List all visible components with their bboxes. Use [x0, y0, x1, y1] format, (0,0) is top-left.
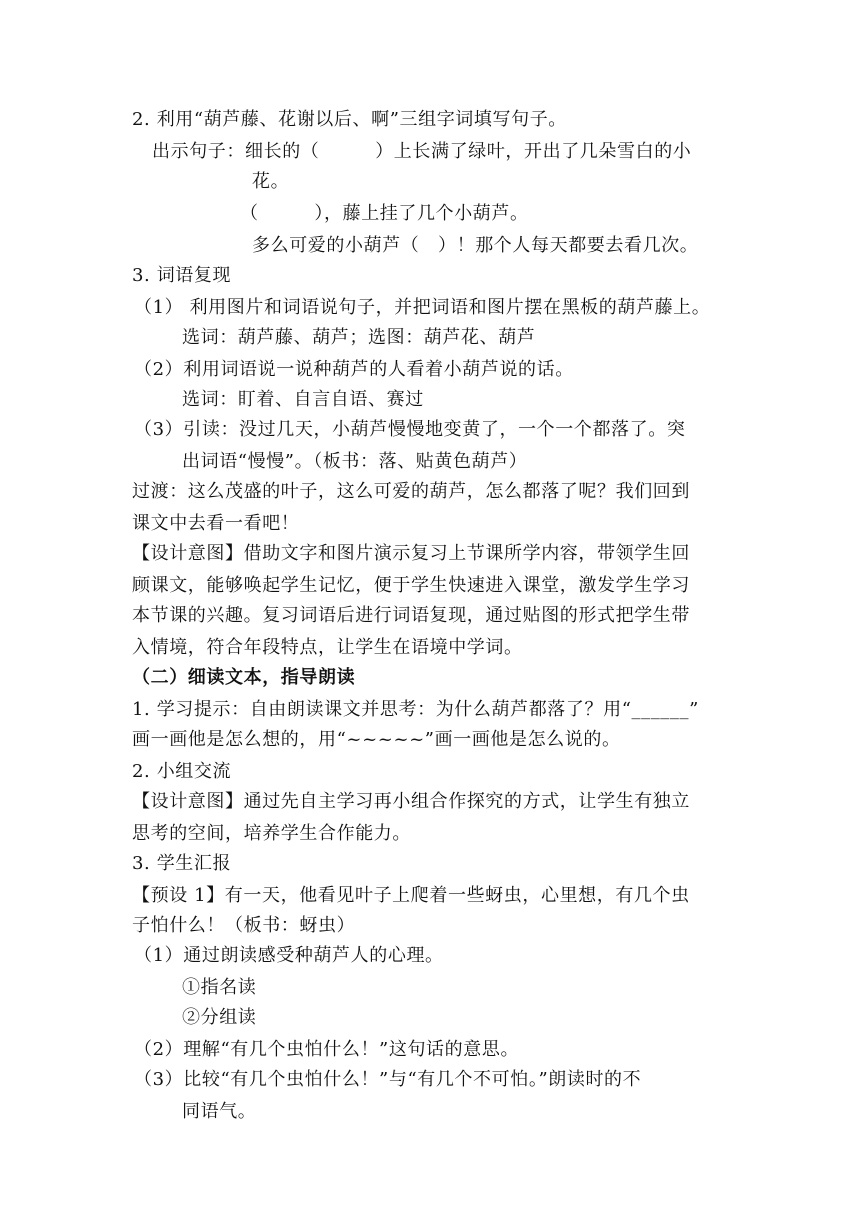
example-sentence-continuation: 花。	[252, 171, 290, 192]
design-intent-paragraph-line: 顾课文，能够唤起学生记忆，便于学生快速进入课堂，激发学生学习	[132, 575, 690, 596]
design-intent-paragraph-line: 入情境，符合年段特点，让学生在语境中学词。	[132, 637, 523, 658]
example-sentence-line: 多么可爱的小葫芦（ ）！那个人每天都要去看几次。	[252, 235, 699, 256]
subitem-3: （3）引读：没过几天，小葫芦慢慢地变黄了，一个一个都落了。突	[134, 419, 686, 440]
subitem-2: （2）利用词语说一说种葫芦的人看着小葫芦说的话。	[134, 359, 574, 380]
item-3-heading: 3. 词语复现	[132, 265, 232, 286]
example-sentence-line: 出示句子：细长的（ ）上长满了绿叶，开出了几朵雪白的小	[152, 141, 692, 162]
subitem-1: （1）通过朗读感受种葫芦人的心理。	[134, 945, 444, 966]
subitem-2: （2）理解“有几个虫怕什么！”这句话的意思。	[134, 1039, 520, 1060]
subitem-1-detail: 选词：葫芦藤、葫芦；选图：葫芦花、葫芦	[182, 327, 536, 348]
design-intent-paragraph-line: 思考的空间，培养学生合作能力。	[132, 823, 411, 844]
transition-paragraph: 过渡：这么茂盛的叶子，这么可爱的葫芦，怎么都落了呢？我们回到	[132, 481, 690, 502]
subitem-3-continuation: 同语气。	[182, 1101, 257, 1122]
subitem-3-continuation: 出词语“慢慢”。（板书：落、贴黄色葫芦）	[182, 451, 528, 472]
item-1-study-tip-continuation: 画一画他是怎么想的，用“~~~~~”画一画他是怎么说的。	[132, 729, 621, 750]
section-heading-2: （二）细读文本，指导朗读	[132, 667, 356, 688]
reading-method-item: ①指名读	[182, 977, 257, 998]
reading-method-item: ②分组读	[182, 1007, 257, 1028]
item-2-fill-sentences: 2. 利用“葫芦藤、花谢以后、啊”三组字词填写句子。	[132, 109, 567, 130]
preset-1-paragraph-line: 子怕什么！（板书：蚜虫）	[132, 915, 356, 936]
transition-paragraph-continuation: 课文中去看一看吧！	[132, 513, 300, 534]
design-intent-paragraph: 【设计意图】通过先自主学习再小组合作探究的方式，让学生有独立	[132, 791, 690, 812]
example-sentence-line: （ ），藤上挂了几个小葫芦。	[240, 203, 529, 224]
subitem-3: （3）比较“有几个虫怕什么！”与“有几个不可怕。”朗读时的不	[134, 1069, 642, 1090]
item-3-student-report: 3. 学生汇报	[132, 853, 232, 874]
preset-1-paragraph: 【预设 1】有一天，他看见叶子上爬着一些蚜虫，心里想，有几个虫	[132, 885, 690, 906]
design-intent-paragraph-line: 本节课的兴趣。复习词语后进行词语复现，通过贴图的形式把学生带	[132, 605, 690, 626]
item-1-study-tip: 1. 学习提示：自由朗读课文并思考：为什么葫芦都落了？用“______”	[132, 699, 699, 720]
item-2-group-discussion: 2. 小组交流	[132, 761, 232, 782]
subitem-2-detail: 选词：盯着、自言自语、赛过	[182, 389, 424, 410]
subitem-1: （1） 利用图片和词语说句子，并把词语和图片摆在黑板的葫芦藤上。	[134, 297, 711, 318]
design-intent-paragraph: 【设计意图】借助文字和图片演示复习上节课所学内容，带领学生回	[132, 543, 690, 564]
